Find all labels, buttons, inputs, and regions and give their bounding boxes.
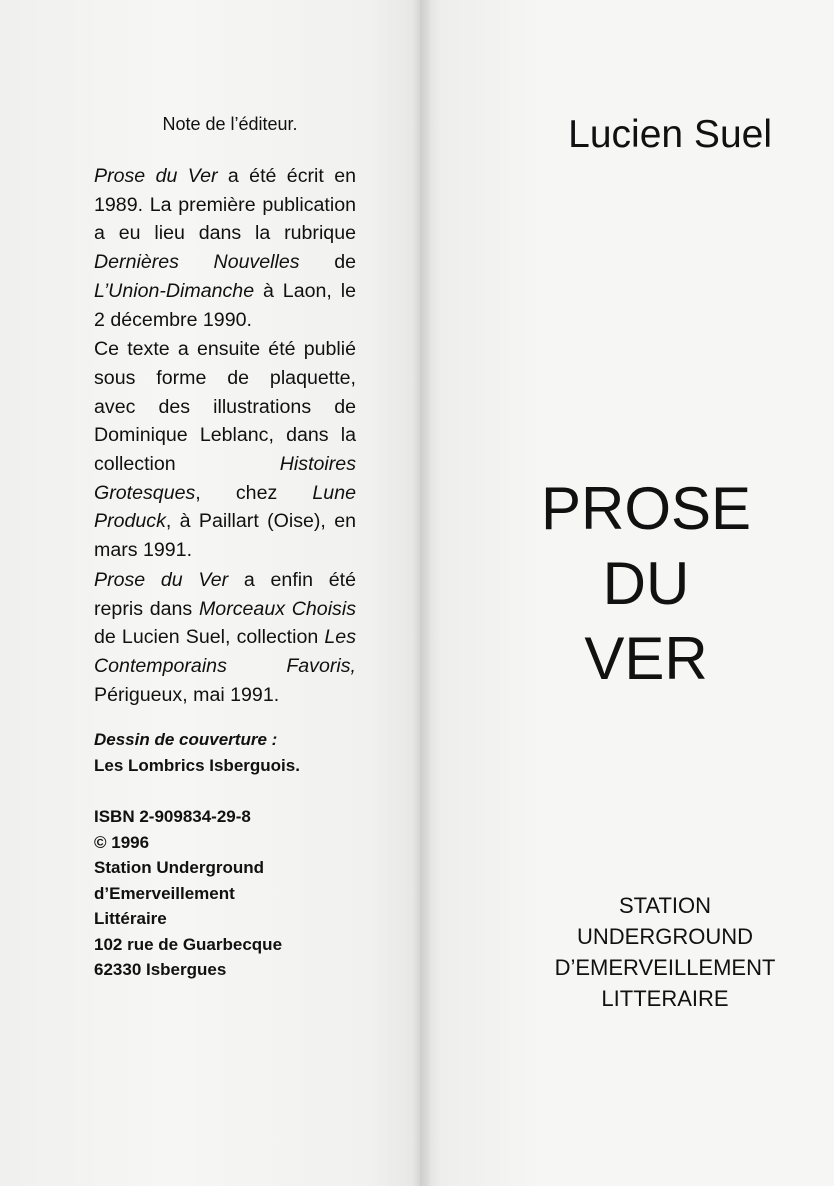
newspaper-name: L’Union-Dimanche: [94, 279, 255, 302]
work-title: Prose du Ver: [94, 165, 218, 187]
cover-credit: [94, 727, 356, 778]
publisher-imprint: [540, 890, 790, 1014]
title-line-3: VER: [584, 625, 708, 692]
title-line-2: DU: [602, 550, 690, 617]
address-line-1: 102 rue de Guarbecque: [94, 934, 283, 954]
imprint-line-4: LITTERAIRE: [601, 986, 729, 1011]
title-line-1: PROSE: [540, 475, 752, 542]
page-fold: [412, 0, 430, 1186]
press-name: Lune Produck: [94, 481, 356, 533]
address-line-2: 62330 Isbergues: [94, 960, 227, 980]
note-title: Note de l’éditeur.: [162, 114, 298, 134]
collection-name: Histoires Grotesques: [94, 453, 356, 504]
publisher-line-1: Station Underground: [94, 858, 264, 878]
work-title: Prose du Ver: [94, 568, 229, 591]
colophon: [94, 114, 356, 983]
author-name: Lucien Suel: [568, 113, 772, 156]
cover-credit-value: Les Lombrics Isberguois.: [94, 755, 300, 775]
anthology-name: Morceaux Choisis: [198, 597, 357, 620]
series-name: Les Contemporains Favoris,: [94, 626, 356, 677]
cover-credit-label: Dessin de couverture :: [94, 730, 278, 750]
imprint-line-2: UNDERGROUND: [577, 924, 753, 949]
copyright: © 1996: [94, 832, 150, 852]
isbn-block: [94, 804, 356, 983]
colophon-paragraph-1: Prose du Ver a été écrit en 1989. La première publication a eu lieu dans la rubrique Dernières Nouvelles de L’Union-Dimanche à Laon, le 2 décembre 1990.: [94, 165, 356, 331]
publisher-line-3: Littéraire: [94, 909, 167, 929]
colophon-paragraph-2: Ce texte a ensuite été publié sous forme de plaquette, avec des illustrations de Dominique Leblanc, dans la collection Histoires Grotesques, chez Lune Produck, à Paillart (Oise), en mars 1991.: [94, 338, 356, 562]
book-title: [500, 471, 792, 696]
colophon-paragraph-3: Prose du Ver a enfin été repris dans Morceaux Choisis de Lucien Suel, collection Les Contemporains Favoris, Périgueux, mai 1991.: [94, 568, 357, 706]
publisher-line-2: d’Emerveillement: [94, 883, 235, 903]
isbn: ISBN 2-909834-29-8: [94, 807, 251, 827]
imprint-line-3: D’EMERVEILLEMENT: [554, 955, 776, 980]
rubric-name: Dernières Nouvelles: [94, 251, 300, 274]
imprint-line-1: STATION: [618, 893, 712, 918]
